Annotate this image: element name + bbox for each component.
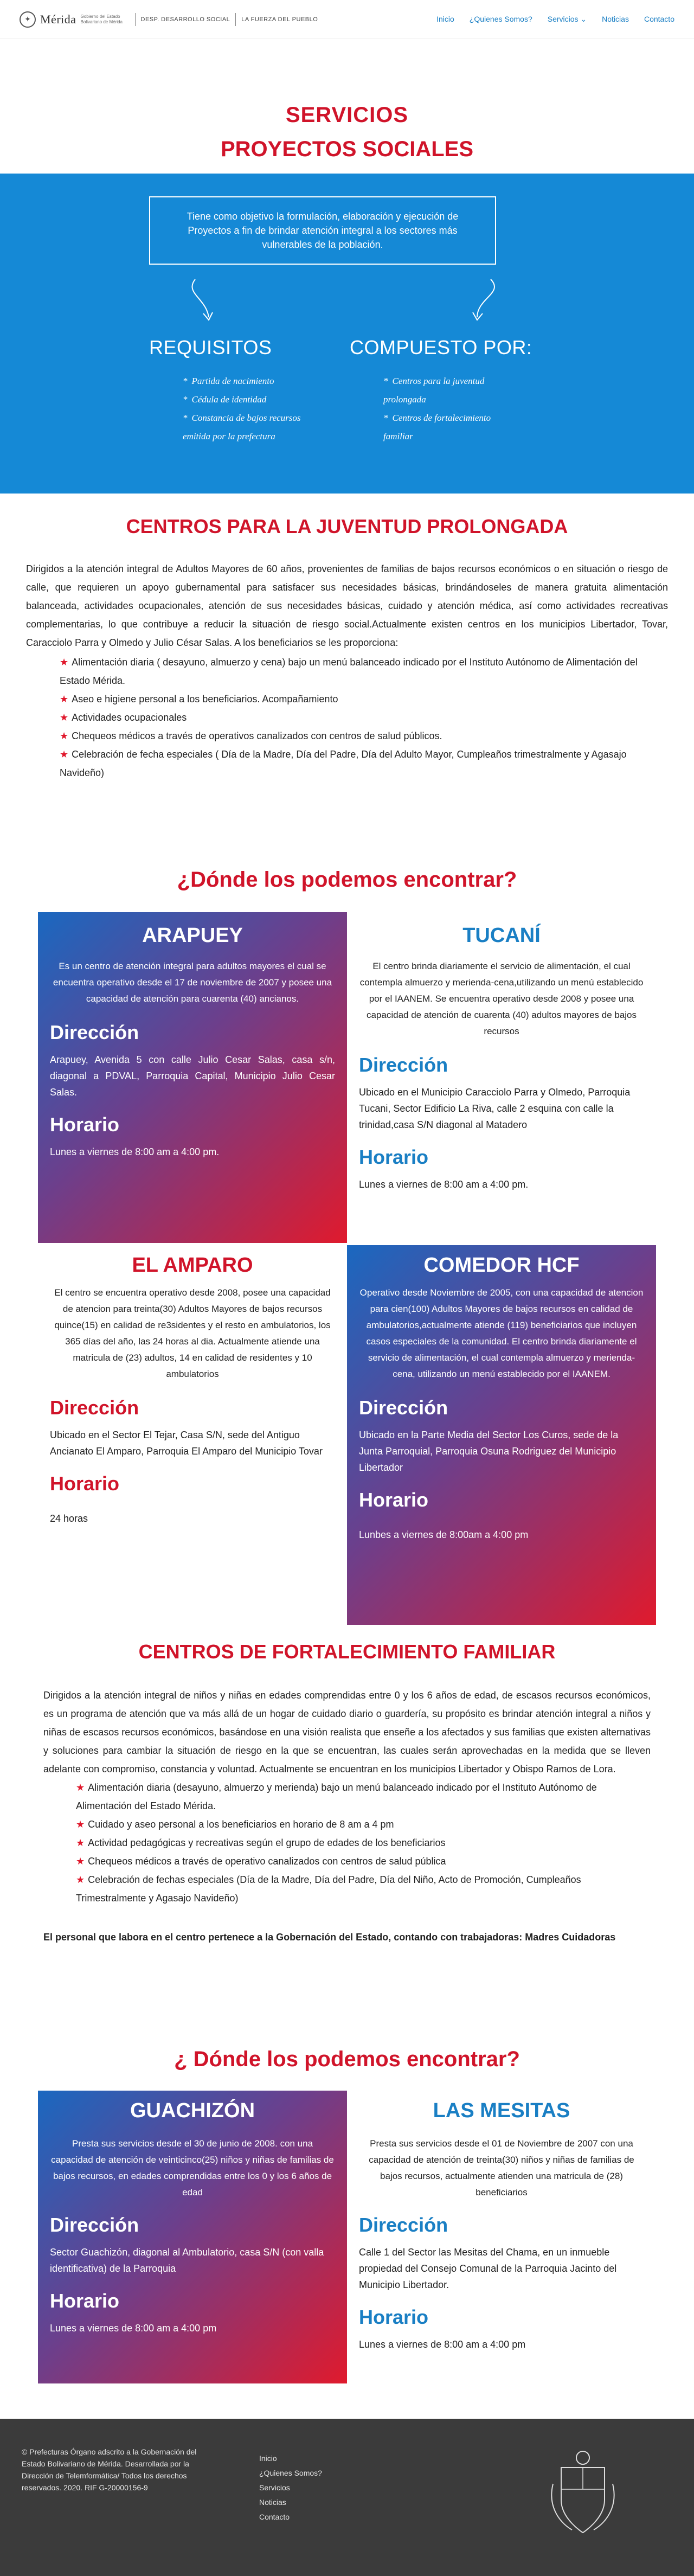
compuesto-title: COMPUESTO POR:: [350, 336, 532, 358]
juventud-section: [0, 515, 694, 782]
logo-text: Mérida: [40, 12, 76, 26]
card-hor: Lunes a viernes de 8:00 am a 4:00 pm.: [50, 1146, 220, 1157]
coat-of-arms-icon: [548, 2446, 618, 2538]
card-tucani: [347, 912, 656, 1243]
list-item: * Cédula de identidad: [183, 390, 324, 409]
services-band: [0, 174, 694, 494]
card-description: El centro brinda diariamente el servicio de alimentación, el cual contempla almuerzo y merienda-cena,utilizando un menú establecido por el IAANEM. Se encuentra operativo desde 2008 y posee una capacidad de atención de cuarenta (40) adultos mayores de bajos recursos: [359, 961, 644, 1036]
star-icon: ★: [76, 1874, 85, 1885]
footer-link-inicio[interactable]: Inicio: [259, 2454, 277, 2463]
site-header: [0, 0, 694, 39]
footer-links: [259, 2451, 322, 2524]
list-item: [60, 727, 668, 745]
card-hor: 24 horas: [50, 1513, 88, 1524]
star-icon: ★: [76, 1819, 85, 1830]
emblem-icon: ✦: [20, 11, 36, 28]
star-icon: ★: [76, 1782, 85, 1793]
list-item-text: Aseo e higiene personal a los beneficiarios. Acompañamiento: [72, 694, 338, 704]
fortalecimiento-section: [0, 1641, 694, 1946]
card-title: ARAPUEY: [142, 924, 243, 947]
curved-arrow-icon: [184, 277, 228, 325]
card-dir-label: Dirección: [359, 1054, 448, 1076]
card-hor: Lunes a viernes de 8:00 am a 4:00 pm: [359, 2339, 526, 2350]
fortalecimiento-paragraph: Dirigidos a la atención integral de niños y niñas en edades comprendidas entre 0 y los 6 años de edad, de escasos recursos económicos, es un programa de atención que va más allá de un hogar de cuidado diario o guardería, su propósito es brindar atención integral a niños y niñas de escasos recursos económicos, basándose en una visión realista que enseñe a los afectados y sus familias que existen alternativas y soluciones para cambiar la situación de riesgo en la que se encuentran, las cuales serán aprovechadas en la medida que se lleven adelante con compromiso, constancia y voluntad. Actualmente se encuentran en los municipios Libertador y Obispo Ramos de Lora.: [43, 1690, 651, 1774]
card-dir: Ubicado en el Sector El Tejar, Casa S/N, sede del Antiguo Ancianato El Amparo, Parroquia El Amparo del Municipio Tovar: [50, 1430, 323, 1457]
list-item: * Partida de nacimiento: [183, 372, 324, 390]
brand-desarrollo: DESP. DESARROLLO SOCIAL: [140, 16, 230, 23]
nav-inicio[interactable]: Inicio: [436, 15, 454, 23]
star-icon: ★: [60, 657, 69, 668]
where-title-2: [0, 2047, 694, 2072]
card-hor: Lunes a viernes de 8:00 am a 4:00 pm: [50, 2323, 217, 2334]
list-item-text: Chequeos médicos a través de operativos canalizados con centros de salud públicos.: [72, 730, 442, 741]
card-comedor-hcf: [347, 1245, 656, 1625]
site-footer: [0, 2419, 694, 2576]
card-dir-label: Dirección: [50, 1021, 139, 1043]
list-item: * Constancia de bajos recursos emitida por la prefectura: [183, 409, 324, 446]
list-item-text: Chequeos médicos a través de operativo canalizados con centros de salud pública: [88, 1856, 446, 1867]
card-dir: Calle 1 del Sector las Mesitas del Chama, en un inmueble propiedad del Consejo Comunal de la Parroquia Jacinto del Municipio Libertador.: [359, 2247, 617, 2290]
intro-text: Tiene como objetivo la formulación, elaboración y ejecución de Proyectos a fin de brindar atención integral a los sectores más vulnerables de la población.: [187, 211, 459, 250]
card-hor-label: Horario: [359, 2306, 429, 2328]
list-item-text: Celebración de fecha especiales ( Día de la Madre, Día del Padre, Día del Adulto Mayor, Cumpleaños trimestralmente y Agasajo Navideño): [60, 749, 627, 778]
card-dir-label: Dirección: [359, 2214, 448, 2236]
card-title: COMEDOR HCF: [423, 1254, 580, 1277]
nav-servicios-label: Servicios: [547, 15, 579, 23]
compuesto-list: [383, 372, 519, 446]
list-item-text: Actividad pedagógicas y recreativas según el grupo de edades de los beneficiarios: [88, 1837, 446, 1848]
card-hor: Lunbes a viernes de 8:00am a 4:00 pm: [359, 1529, 529, 1540]
list-item-text: Alimentación diaria (desayuno, almuerzo y merienda) bajo un menú balanceado indicado por el Instituto Autónomo de Alimentación del Estado Mérida.: [76, 1782, 597, 1811]
list-item: [60, 745, 668, 782]
star-icon: ★: [76, 1856, 85, 1867]
where-question: ¿ Dónde los podemos encontrar?: [174, 2047, 520, 2071]
list-item-text: Actividades ocupacionales: [72, 712, 187, 723]
footer-link-contacto[interactable]: Contacto: [259, 2513, 290, 2521]
footer-link-quienes-somos[interactable]: ¿Quienes Somos?: [259, 2469, 322, 2477]
requisitos-title: REQUISITOS: [149, 336, 272, 358]
intro-box: [149, 196, 496, 265]
juventud-title: CENTROS PARA LA JUVENTUD PROLONGADA: [126, 515, 568, 537]
requisitos-column: [149, 336, 323, 446]
list-item: [76, 1778, 651, 1815]
curved-arrow-icon: [461, 277, 504, 325]
star-icon: ★: [60, 749, 69, 760]
card-description: El centro se encuentra operativo desde 2008, posee una capacidad de atencion para treinta(30) Adultos Mayores de bajos recursos quince(15) en calidad de re3sidentes y el resto en ambulatorios, los 365 días del año, las 24 horas al dia. Actualmente atiende una matricula de (23) adultos, 14 en calidad de residentes y 10 ambulatorios: [54, 1287, 331, 1379]
card-dir: Sector Guachizón, diagonal al Ambulatorio, casa S/N (con valla identificativa) de la Parroquia: [50, 2247, 324, 2274]
list-item-text: Alimentación diaria ( desayuno, almuerzo y cena) bajo un menú balanceado indicado por el Instituto Autónomo de Alimentación del Estado Mérida.: [60, 657, 638, 686]
list-item: [60, 690, 668, 708]
main-nav: [436, 15, 674, 24]
card-hor-label: Horario: [359, 1146, 429, 1168]
list-item: [76, 1834, 651, 1852]
card-guachizon: [38, 2091, 347, 2383]
card-description: Es un centro de atención integral para adultos mayores el cual se encuentra operativo desde el 17 de noviembre de 2007 y posee una capacidad de atención para cuarenta (40) ancianos.: [53, 961, 332, 1004]
hero: [0, 39, 694, 162]
card-hor-label: Horario: [359, 1489, 429, 1511]
card-las-mesitas: [347, 2091, 656, 2383]
compuesto-column: [350, 336, 545, 446]
page-subtitle: PROYECTOS SOCIALES: [220, 137, 473, 161]
nav-noticias[interactable]: Noticias: [602, 15, 629, 23]
list-item: * Centros de fortalecimiento familiar: [383, 409, 519, 446]
card-dir-label: Dirección: [50, 2214, 139, 2236]
card-description: Operativo desde Noviembre de 2005, con una capacidad de atencion para cien(100) Adultos Mayores de bajos recursos en calidad de ambulatorios,actualmente atiende (119) beneficiarios que incluyen casos especiales de la comunidad. El centro brinda diariamente el servicio de alimentación, el cual contempla almuerzo y merienda-cena, utilizando un menú establecido por el IAANEM.: [359, 1287, 644, 1379]
requisitos-list: [183, 372, 324, 446]
footer-link-noticias[interactable]: Noticias: [259, 2498, 286, 2507]
brand-fuerza: LA FUERZA DEL PUEBLO: [241, 16, 318, 23]
card-dir-label: Dirección: [359, 1396, 448, 1419]
star-icon: ★: [60, 694, 69, 704]
list-item: [76, 1852, 651, 1870]
divider: [235, 13, 236, 26]
personal-note: El personal que labora en el centro pertenece a la Gobernación del Estado, contando con trabajadoras: Madres Cuidadoras: [43, 1932, 616, 1943]
list-item: * Centros para la juventud prolongada: [383, 372, 519, 409]
fortalecimiento-title: CENTROS DE FORTALECIMIENTO FAMILIAR: [138, 1641, 556, 1663]
where-title-1: [0, 868, 694, 892]
card-dir: Ubicado en el Municipio Caracciolo Parra y Olmedo, Parroquia Tucani, Sector Edificio La Riva, calle 2 esquina con calle la trinidad,casa S/N diagonal al Matadero: [359, 1087, 631, 1130]
nav-servicios[interactable]: [548, 15, 587, 24]
list-item: [60, 653, 668, 690]
site-logo[interactable]: [20, 11, 130, 28]
card-title: EL AMPARO: [132, 1254, 253, 1277]
star-icon: ★: [60, 712, 69, 723]
card-description: Presta sus servicios desde el 01 de Noviembre de 2007 con una capacidad de atención de treinta(30) niños y niñas de familias de bajos recursos, actualmente atienden una matricula de (28) beneficiarios: [369, 2138, 634, 2197]
list-item-text: Cuidado y aseo personal a los beneficiarios en horario de 8 am a 4 pm: [88, 1819, 394, 1830]
list-item-text: Celebración de fechas especiales (Día de la Madre, Día del Padre, Día del Niño, Acto de Promoción, Cumpleaños Trimestralmente y Agasajo Navideño): [76, 1874, 581, 1904]
card-arapuey: [38, 912, 347, 1243]
card-title: TUCANÍ: [462, 924, 541, 947]
card-dir: Arapuey, Avenida 5 con calle Julio Cesar Salas, casa s/n, diagonal a PDVAL, Parroquia Capital, Municipio Julio Cesar Salas.: [50, 1054, 335, 1098]
star-icon: ★: [76, 1837, 85, 1848]
card-dir-label: Dirección: [50, 1396, 139, 1419]
card-description: Presta sus servicios desde el 30 de junio de 2008. con una capacidad de atención de veinticinco(25) niños y niñas de familias de bajos recursos, en edades comprendidas entre los 0 y los 6 años de edad: [51, 2138, 334, 2197]
list-item: [76, 1815, 651, 1834]
card-hor-label: Horario: [50, 1472, 120, 1495]
fortalecimiento-list: [76, 1778, 651, 1907]
star-icon: ★: [60, 730, 69, 741]
divider: [135, 13, 136, 26]
footer-copyright: © Prefecturas Órgano adscrito a la Gobernación del Estado Bolivariano de Mérida. Desarrollada por la Dirección de Telemformática/ Todos los derechos reservados. 2020. RIF G-20000156-9: [22, 2447, 197, 2492]
nav-quienes-somos[interactable]: ¿Quienes Somos?: [469, 15, 532, 23]
nav-contacto[interactable]: Contacto: [644, 15, 674, 23]
juventud-list: [60, 653, 668, 782]
card-dir: Ubicado en la Parte Media del Sector Los Curos, sede de la Junta Parroquial, Parroquia Osuna Rodriguez del Municipio Libertador: [359, 1430, 619, 1473]
card-hor-label: Horario: [50, 1113, 120, 1136]
page-title: SERVICIOS: [285, 103, 409, 127]
card-el-amparo: [38, 1245, 347, 1625]
card-title: GUACHIZÓN: [130, 2099, 255, 2122]
where-question: ¿Dónde los podemos encontrar?: [177, 868, 517, 892]
juventud-paragraph: Dirigidos a la atención integral de Adultos Mayores de 60 años, provenientes de familias de bajos recursos económicos o en situación o riesgo de calle, que requieren un apoyo gubernamental para satisfacer sus necesidades básicas, brindándoseles de manera gratuita alimentación balanceada, actividades ocupacionales, atención de sus necesidades básicas, cuidado y atención médica, así como actividades recreativas complementarias, lo que contribuye a reducir la situación de riesgo social.Actualmente existen centros en los municipios Libertador, Tovar, Caracciolo Parra y Olmedo y Julio César Salas. A los beneficiarios se les proporciona:: [26, 563, 668, 648]
card-hor: Lunes a viernes de 8:00 am a 4:00 pm.: [359, 1179, 529, 1190]
list-item: [60, 708, 668, 727]
list-item: [76, 1870, 651, 1907]
footer-link-servicios[interactable]: Servicios: [259, 2483, 290, 2492]
card-title: LAS MESITAS: [433, 2099, 570, 2122]
logo-subtitle: Gobierno del Estado Bolivariano de Mérida: [80, 14, 123, 24]
card-hor-label: Horario: [50, 2290, 120, 2312]
chevron-down-icon: ⌄: [580, 15, 587, 23]
